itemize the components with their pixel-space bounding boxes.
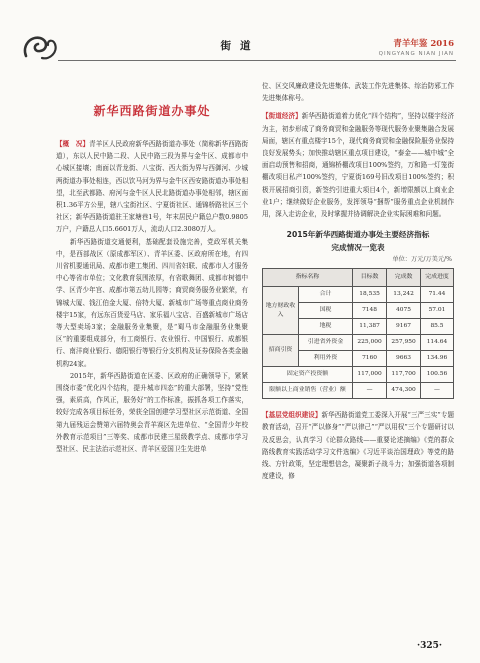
table-cell: 18,535 (353, 287, 387, 303)
party-building-text: 新华西路街道党工委深入开展“三严三实”专题教育活动，召开“严以修身”“严以律己”“严以用权”三个专题研讨以及反思会，认真学习《论群众路线——重要论述摘编》《党的群众路线教育实践活动学习文件选编》《习近平谈治国理政》等党的路线、方针政策，坚定理想信念，凝聚新子战斗力；加强街道各项制度建设，修 (262, 411, 454, 481)
overview-paragraph (56, 138, 248, 236)
table-cell: 7160 (353, 351, 387, 367)
table-title-line1: 2015年新华西路街道办事处主要经济指标 (286, 230, 430, 240)
table-cell: — (421, 383, 454, 399)
table-cell: 9167 (387, 319, 421, 335)
table-cell: 利用外资 (299, 351, 353, 367)
column-header: 完成数 (387, 269, 421, 287)
table-cell: 100.56 (421, 367, 454, 383)
running-header-section: 街道 (220, 40, 260, 52)
table-cell: 134.96 (421, 351, 454, 367)
right-column (262, 80, 454, 482)
overview-tag: 【概 况】 (56, 140, 90, 148)
table-cell: 11,387 (353, 319, 387, 335)
overview-text: 青羊区人民政府新华西路街道办事处（简称新华西路街道），东以人民中路二段、人民中路三段为界与金牛区、成都市中心城区接壤；南面以青龙街、八宝街、西大街为界与西御河、少城两街道办事处相连，西以饮马河为界与金牛区西安路街道办事处相望，北至武都路、府河与金牛区人民北路街道办事处相邻，辖区面积1.36平方公里，辖八宝街社区、宁夏街社区、通锦桥路社区三个社区；新华西路街道驻王家塘巷1号，年末居民户籍总户数0.9805万户，户籍总人口5.6601万人，流动人口2.3080万人。 (56, 140, 248, 234)
table-cell: 地税 (299, 319, 353, 335)
table-cell: 474,300 (387, 383, 421, 399)
table-title (262, 228, 454, 254)
page-number: ·325· (416, 641, 442, 651)
table-cell: 117,700 (387, 367, 421, 383)
body-paragraph: 2015年，新华西路街道在区委、区政府的正确领导下，紧紧围绕市委“优化四个结构，提升城市四态”的重大部署，坚持“党性强，素质高，作风正，服务好”的工作标准，振抓各项工作落实，较好完成各项目标任务，荣获全国创建学习型社区示范街道、全国第九届残运会赞第六届特奥会青羊赛区先进单位、“全国青少年校外教育示范项目”三等奖、成都市民建三星级教学点、成都市学习型社区、民主法治示范社区、青羊区爱国卫生先进单 (56, 371, 248, 454)
table-row (263, 367, 454, 383)
table-header-row (263, 269, 454, 287)
table-cell: 71.44 (421, 287, 454, 303)
table-cell: 225,000 (353, 335, 387, 351)
body-paragraph: 新华西路街道交通便利，基础配套设施完善，党政军机关集中，是西部战区（原成都军区）、青羊区委、区政府所在地，有四川省机要通讯局、成都市建工集团、四川省妇联、成都市人才服务中心等省市单位；文化教育氛围浓厚，有省歌舞团、成都市树德中学、区青少年宫、成都市第五幼儿园等；商贸商务服务业繁荣，有锦城大厦、钱江伯金大厦、倍特大厦、新城市广场等重点商业商务楼宇15家，有远东百货爱马店、家乐福八宝店、百盛新城市广场店等大型卖场3家；金融服务业集聚，是“蜀马市金融服务业集聚区”的重要组成部分，有工商银行、农业银行、中国银行、成都银行、南洋商业银行、德阳银行等银行分支机构及证券保险各类金融机构24家。 (56, 237, 248, 368)
table-cell: 9663 (387, 351, 421, 367)
table-cell: 117,000 (353, 367, 387, 383)
economy-tag: 【街道经济】 (262, 112, 302, 121)
table-cell: 固定资产投资额 (263, 367, 353, 383)
table-cell: 4075 (387, 303, 421, 319)
header-rule (58, 60, 456, 61)
party-building-tag: 【基层党组织建设】 (262, 411, 322, 420)
table-title-line2: 完成情况一览表 (331, 243, 385, 253)
party-building-paragraph (262, 409, 454, 482)
row-group-label: 招商引资 (263, 335, 299, 367)
table-cell: 引进省外资金 (299, 335, 353, 351)
table-row (263, 383, 454, 399)
running-header-pinyin: QINGYANG NIAN JIAN (378, 51, 454, 57)
economic-indicators-table (262, 268, 454, 399)
table-cell: 57.01 (421, 303, 454, 319)
economy-paragraph (262, 110, 454, 220)
column-header: 指标名称 (263, 269, 353, 287)
table-cell: — (353, 383, 387, 399)
table-cell: 114.64 (421, 335, 454, 351)
column-header: 目标数 (353, 269, 387, 287)
running-header-yearbook: 青羊年鉴 2016 (393, 39, 454, 49)
table-unit: 单位：万元/万美元/% (392, 256, 452, 264)
table-cell: 国税 (299, 303, 353, 319)
table-row (263, 335, 454, 351)
column-header: 完成进度 (421, 269, 454, 287)
table-cell: 257,950 (387, 335, 421, 351)
table-row (263, 287, 454, 303)
body-paragraph: 位、区交风廉政建设先进集体、武装工作先进集体、综治防邪工作先进集体称号。 (262, 82, 454, 103)
article-title: 新华西路街道办事处 (93, 104, 211, 118)
table-cell: 13,242 (387, 287, 421, 303)
left-column (56, 94, 248, 455)
table-cell: 7148 (353, 303, 387, 319)
row-group-label: 地方财政收入 (263, 287, 299, 335)
table-cell: 合计 (299, 287, 353, 303)
table-cell: 85.5 (421, 319, 454, 335)
economy-text: 新华西路街道着力优化“四个结构”，坚持以楼宇经济为主，初步形成了商务商贸和金融服务等现代服务业聚集融合发展局面，辖区有重点楼宇15个，现代商务商贸和金融保险服务业保持良好发展势头；加快推动辖区重点项目建设，“泰金——城中城”全面启动预售和招商，通锦桥棚改项目100%签约，万和路一灯笼街棚改项目私产100%签约，宁夏街169号旧改项目100%签约；积极开展招商引资，新签约引进重大项目4个，新增限额以上商业企业1户；继续做好企业服务，发挥领导“捆帮”服务重点企业机制作用，深入走访企业，及时掌握并协调解决企业实际困难和问题。 (262, 112, 454, 219)
table-cell: 限额以上商业销售（营业）额 (263, 383, 353, 399)
